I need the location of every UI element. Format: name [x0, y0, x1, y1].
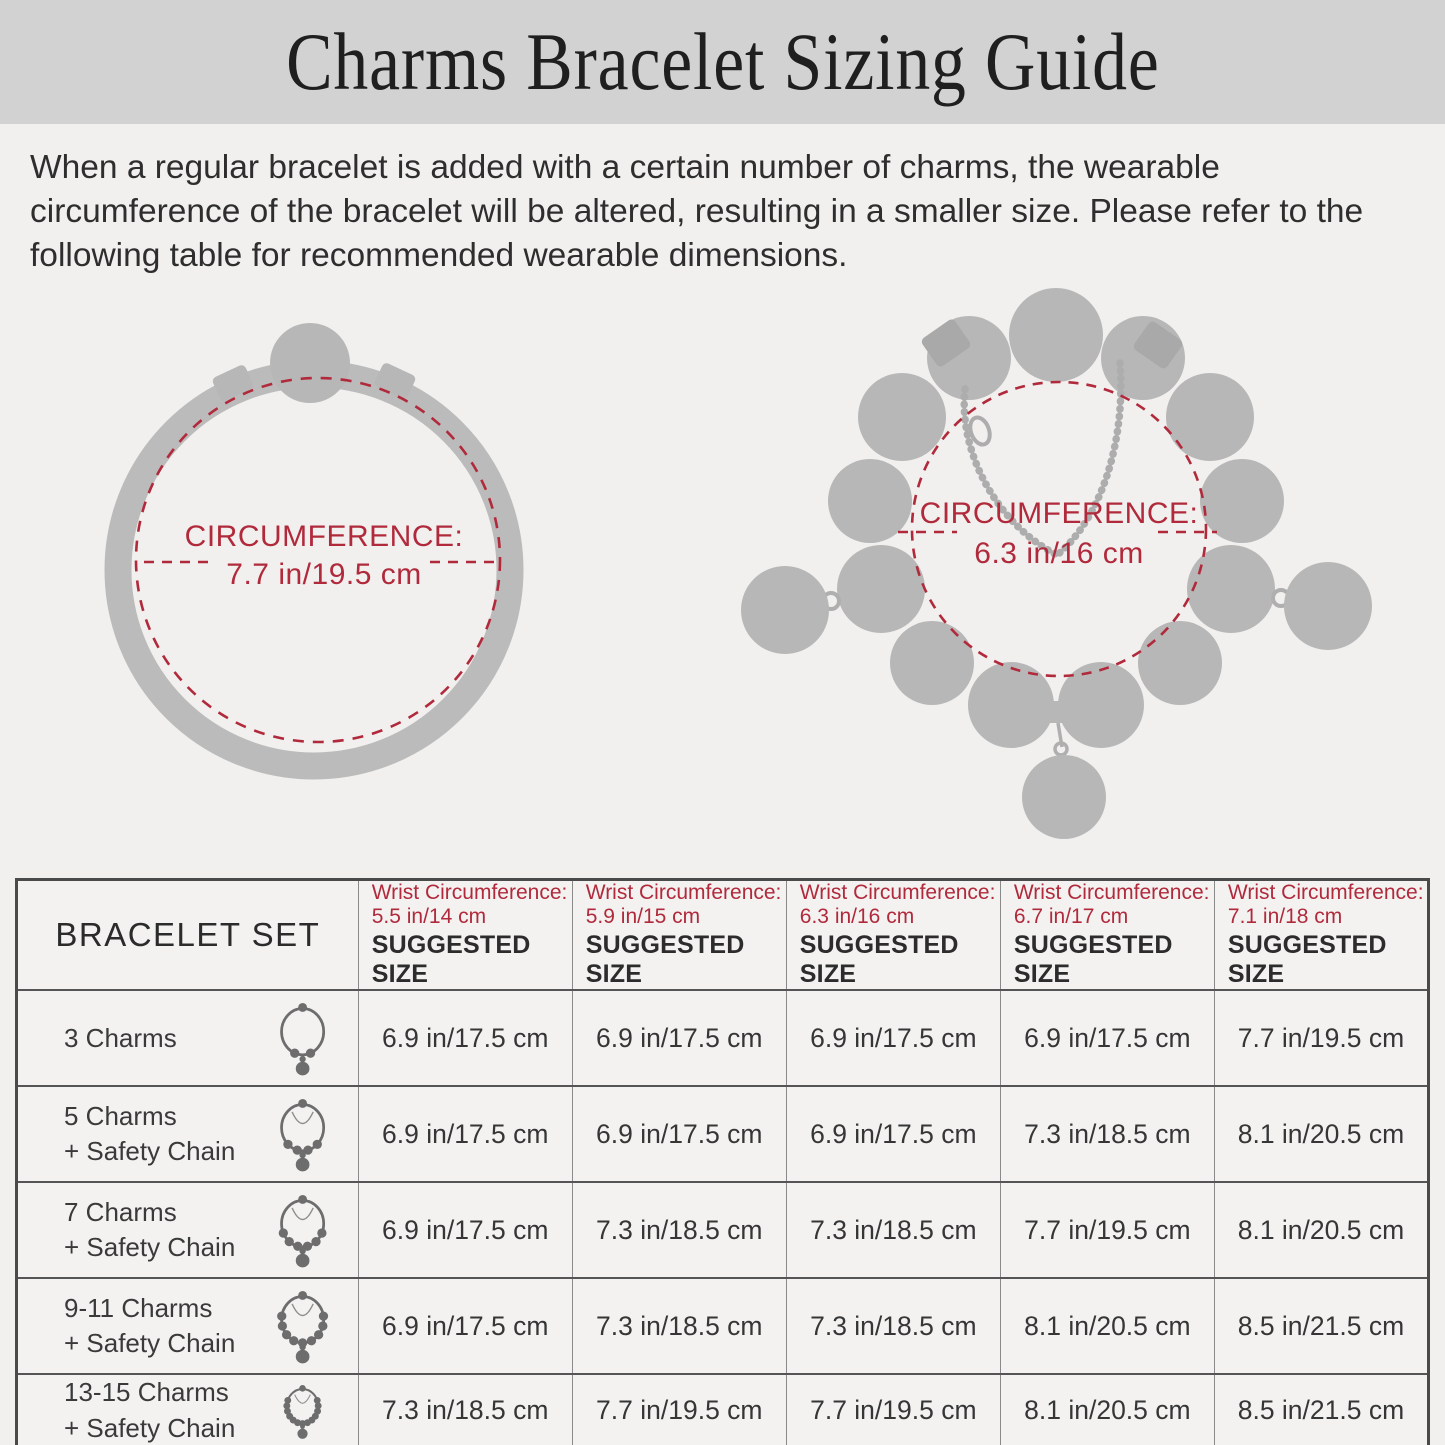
- set-label: 9-11 Charms: [64, 1293, 213, 1324]
- size-cell: 6.9 in/17.5 cm: [572, 990, 786, 1086]
- size-cell: 7.3 in/18.5 cm: [1000, 1086, 1214, 1182]
- wrist-size-column-header: [572, 880, 786, 991]
- size-cell: 6.9 in/17.5 cm: [358, 1086, 572, 1182]
- set-label: 13-15 Charms: [64, 1377, 229, 1408]
- bracelet-set-icon: [271, 1191, 334, 1269]
- sizing-table: [15, 878, 1430, 1445]
- suggested-size-label: SUGGESTED SIZE: [1013, 931, 1173, 989]
- suggested-size-label: SUGGESTED SIZE: [371, 931, 531, 989]
- size-cell: 7.3 in/18.5 cm: [572, 1278, 786, 1374]
- size-cell: 8.1 in/20.5 cm: [1000, 1374, 1214, 1445]
- bracelet-set-icon: [271, 1287, 334, 1365]
- wrist-size-column-header: [786, 880, 1000, 991]
- set-label-line2: + Safety Chain: [64, 1232, 236, 1263]
- bracelet-set-cell: [17, 990, 359, 1086]
- bottom-connector: [1046, 701, 1066, 723]
- page-title: Charms Bracelet Sizing Guide: [285, 16, 1160, 107]
- wrist-size-column-header: [1000, 880, 1214, 991]
- circumference-label: CIRCUMFERENCE:: [184, 520, 464, 553]
- wrist-circumference-label: Wrist Circumference:: [799, 881, 996, 904]
- table-row: [17, 990, 1429, 1086]
- wrist-circumference-value: 6.3 in/16 cm: [799, 904, 915, 928]
- wrist-circumference-value: 5.9 in/15 cm: [585, 904, 701, 928]
- set-label: 3 Charms: [64, 1022, 177, 1053]
- size-cell: 8.1 in/20.5 cm: [1214, 1182, 1428, 1278]
- table-header-row: [17, 880, 1429, 991]
- circumference-value: 6.3 in/16 cm: [974, 537, 1144, 570]
- dangle-charm-bottom: [1022, 755, 1106, 839]
- size-cell: 6.9 in/17.5 cm: [358, 990, 572, 1086]
- bracelet-set-header-cell: [17, 880, 359, 991]
- size-cell: 6.9 in/17.5 cm: [572, 1086, 786, 1182]
- size-cell: 7.7 in/19.5 cm: [1214, 990, 1428, 1086]
- size-cell: 6.9 in/17.5 cm: [358, 1182, 572, 1278]
- size-cell: 6.9 in/17.5 cm: [358, 1278, 572, 1374]
- size-cell: 7.7 in/19.5 cm: [572, 1374, 786, 1445]
- size-cell: 7.7 in/19.5 cm: [1000, 1182, 1214, 1278]
- bracelet-set-icon: [271, 1095, 334, 1173]
- suggested-size-label: SUGGESTED SIZE: [585, 931, 745, 989]
- wrist-size-column-header: [1214, 880, 1428, 991]
- size-cell: 7.3 in/18.5 cm: [786, 1182, 1000, 1278]
- dangle-charm-left: [741, 566, 829, 654]
- table-row: [17, 1086, 1429, 1182]
- wrist-circumference-label: Wrist Circumference:: [371, 881, 568, 904]
- set-label-line2: + Safety Chain: [64, 1328, 236, 1359]
- bracelet-clasp-bead: [270, 323, 350, 403]
- suggested-size-label: SUGGESTED SIZE: [799, 931, 959, 989]
- charm-bracelet-diagram: [728, 283, 1388, 843]
- size-cell: 7.3 in/18.5 cm: [786, 1278, 1000, 1374]
- size-cell: 8.5 in/21.5 cm: [1214, 1374, 1428, 1445]
- bracelet-set-header: BRACELET SET: [55, 916, 321, 954]
- wrist-circumference-value: 7.1 in/18 cm: [1227, 904, 1343, 928]
- size-cell: 6.9 in/17.5 cm: [786, 1086, 1000, 1182]
- table-row: [17, 1374, 1429, 1445]
- size-cell: 7.3 in/18.5 cm: [572, 1182, 786, 1278]
- size-cell: 8.5 in/21.5 cm: [1214, 1278, 1428, 1374]
- size-cell: 6.9 in/17.5 cm: [786, 990, 1000, 1086]
- wrist-circumference-label: Wrist Circumference:: [1013, 881, 1210, 904]
- set-label-line2: + Safety Chain: [64, 1136, 236, 1167]
- table-row: [17, 1182, 1429, 1278]
- bracelet-set-cell: [17, 1278, 359, 1374]
- set-label: 5 Charms: [64, 1101, 177, 1132]
- wrist-circumference-value: 5.5 in/14 cm: [371, 904, 487, 928]
- set-label-line2: + Safety Chain: [64, 1412, 236, 1443]
- suggested-size-label: SUGGESTED SIZE: [1227, 931, 1387, 989]
- wrist-circumference-label: Wrist Circumference:: [585, 881, 782, 904]
- bracelet-set-cell: [17, 1182, 359, 1278]
- wrist-circumference-value: 6.7 in/17 cm: [1013, 904, 1129, 928]
- table-row: [17, 1278, 1429, 1374]
- wrist-size-column-header: [358, 880, 572, 991]
- plain-bracelet-diagram: [58, 288, 578, 793]
- set-label: 7 Charms: [64, 1197, 177, 1228]
- circumference-value: 7.7 in/19.5 cm: [226, 558, 422, 591]
- bracelet-set-icon: [279, 1382, 326, 1440]
- header-band: [0, 0, 1445, 124]
- bracelet-set-cell: [17, 1086, 359, 1182]
- size-cell: 6.9 in/17.5 cm: [1000, 990, 1214, 1086]
- dangle-charm-right: [1284, 562, 1372, 650]
- bracelet-set-cell: [17, 1374, 359, 1445]
- size-cell: 8.1 in/20.5 cm: [1000, 1278, 1214, 1374]
- bracelet-set-icon: [271, 999, 334, 1077]
- intro-paragraph: When a regular bracelet is added with a certain number of charms, the wearable circumference of the bracelet will be altered, resulting in a smaller size. Please refer to the following table for recommended wearable dimensions.: [30, 149, 1364, 275]
- circumference-label: CIRCUMFERENCE:: [919, 497, 1199, 530]
- wrist-circumference-label: Wrist Circumference:: [1227, 881, 1424, 904]
- size-cell: 7.7 in/19.5 cm: [786, 1374, 1000, 1445]
- size-cell: 7.3 in/18.5 cm: [358, 1374, 572, 1445]
- size-cell: 8.1 in/20.5 cm: [1214, 1086, 1428, 1182]
